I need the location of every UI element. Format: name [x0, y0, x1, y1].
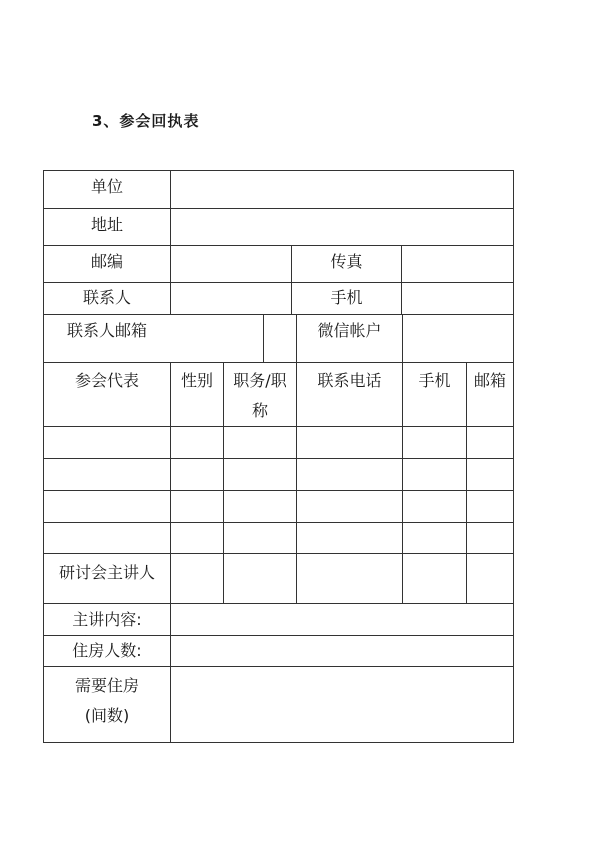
column-line — [223, 362, 224, 603]
contact-label: 联系人 — [82, 288, 131, 307]
row-line — [43, 522, 514, 523]
rooms-needed-label-line2: (间数) — [84, 706, 130, 725]
column-line — [513, 170, 514, 743]
row-line — [43, 314, 514, 315]
mobile-header: 手机 — [418, 371, 451, 390]
position-header-line2: 称 — [251, 401, 268, 420]
email-header: 邮箱 — [473, 371, 506, 390]
representative-header: 参会代表 — [74, 371, 139, 390]
row-line — [43, 742, 514, 743]
column-line — [466, 362, 467, 603]
column-line — [296, 362, 297, 603]
phone-header: 联系电话 — [317, 371, 382, 390]
column-line — [401, 245, 402, 314]
row-line — [43, 208, 514, 209]
wechat-label: 微信帐户 — [317, 321, 382, 340]
column-line — [402, 314, 403, 362]
row-line — [43, 282, 514, 283]
rooms-needed-label-line1: 需要住房 — [74, 676, 139, 695]
column-line — [263, 314, 264, 362]
position-header-line1: 职务/职 — [233, 371, 287, 390]
fax-label: 传真 — [330, 252, 363, 271]
row-line — [43, 458, 514, 459]
row-line — [43, 170, 514, 171]
row-line — [43, 490, 514, 491]
row-line — [43, 362, 514, 363]
row-line — [43, 553, 514, 554]
row-line — [43, 245, 514, 246]
lodging-count-label: 住房人数: — [72, 641, 142, 660]
unit-label: 单位 — [90, 177, 123, 196]
address-label: 地址 — [90, 215, 123, 234]
gender-header: 性别 — [180, 371, 213, 390]
postcode-label: 邮编 — [90, 252, 123, 271]
speech-content-label: 主讲内容: — [72, 610, 142, 629]
speaker-label: 研讨会主讲人 — [58, 563, 155, 582]
row-line — [43, 666, 514, 667]
column-line — [402, 362, 403, 603]
contact-email-label: 联系人邮箱 — [66, 321, 147, 340]
row-line — [43, 603, 514, 604]
column-line — [170, 170, 171, 314]
column-line — [170, 362, 171, 743]
page-title: 3、参会回执表 — [92, 112, 200, 130]
row-line — [43, 635, 514, 636]
row-line — [43, 426, 514, 427]
mobile-label: 手机 — [330, 288, 363, 307]
